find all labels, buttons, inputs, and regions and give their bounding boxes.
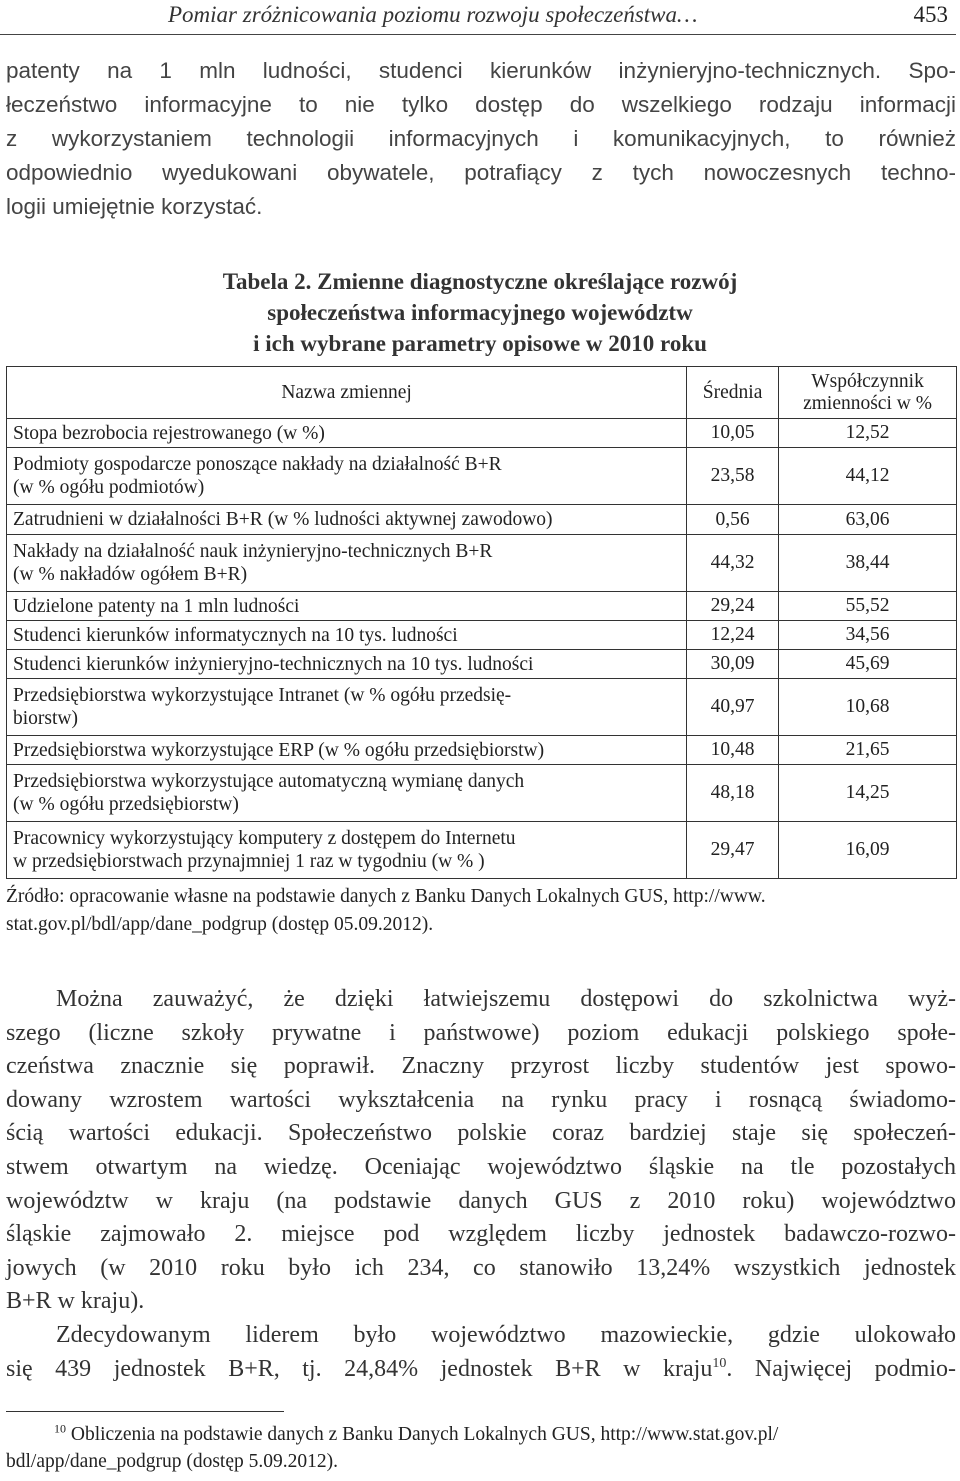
variable-name bbox=[7, 822, 687, 879]
table-row bbox=[7, 535, 957, 592]
variable-name bbox=[7, 535, 687, 592]
footnote-reference[interactable]: 10 bbox=[712, 1355, 727, 1371]
cv-value: 44,12 bbox=[779, 448, 957, 505]
page-number: 453 bbox=[913, 2, 948, 27]
paragraph-line: Można zauważyć, że dzięki łatwiejszemu dostępowi do szkolnictwa wyż- bbox=[56, 986, 956, 1012]
column-header-mean: Średnia bbox=[687, 367, 779, 419]
variable-name: Udzielone patenty na 1 mln ludności bbox=[7, 592, 687, 621]
paragraph-information-society bbox=[6, 54, 956, 224]
cv-value: 16,09 bbox=[779, 822, 957, 879]
paragraph-line: województw w kraju (na podstawie danych GUS z 2010 roku) województwo bbox=[6, 1187, 956, 1214]
cv-value: 12,52 bbox=[779, 419, 957, 448]
variable-name: Stopa bezrobocia rejestrowanego (w %) bbox=[7, 419, 687, 448]
mean-value: 23,58 bbox=[687, 448, 779, 505]
variable-name-line: Nakłady na działalność nauk inżynieryjno-technicznych B+R bbox=[13, 541, 493, 562]
variable-name-line: w przedsiębiorstwach przynajmniej 1 raz w tygodniu (w % ) bbox=[13, 851, 485, 872]
table-row bbox=[7, 419, 957, 448]
variable-name-line: Przedsiębiorstwa wykorzystujące Intranet (w % ogółu przedsię- bbox=[13, 685, 512, 706]
column-header-name: Nazwa zmiennej bbox=[7, 367, 687, 419]
cv-value: 10,68 bbox=[779, 679, 957, 736]
cv-value: 34,56 bbox=[779, 621, 957, 650]
source-line: stat.gov.pl/bdl/app/dane_podgrup (dostęp 05.09.2012). bbox=[6, 914, 434, 935]
column-header-cv bbox=[779, 367, 957, 419]
footnote-line bbox=[6, 1421, 956, 1448]
paragraph-line: B+R w kraju). bbox=[6, 1288, 145, 1315]
variable-name-line: (w % nakładów ogółem B+R) bbox=[13, 564, 248, 585]
running-header bbox=[0, 0, 956, 35]
cv-value: 21,65 bbox=[779, 736, 957, 765]
table-row bbox=[7, 765, 957, 822]
paragraph-line: jowych (w 2010 roku było ich 234, co stanowiło 13,24% wszystkich jednostek bbox=[6, 1254, 956, 1281]
source-line: Źródło: opracowanie własne na podstawie danych z Banku Danych Lokalnych GUS, http://www. bbox=[6, 886, 766, 907]
cv-value: 55,52 bbox=[779, 592, 957, 621]
mean-value: 44,32 bbox=[687, 535, 779, 592]
footnote-separator bbox=[6, 1411, 284, 1412]
paragraph-line: czeństwa znacznie się poprawił. Znaczny przyrost liczby studentów jest spowo- bbox=[6, 1053, 956, 1080]
footnote bbox=[6, 1421, 956, 1475]
variable-name-line: (w % ogółu przedsiębiorstw) bbox=[13, 794, 239, 815]
variable-name: Przedsiębiorstwa wykorzystujące ERP (w % ogółu przedsiębiorstw) bbox=[7, 736, 687, 765]
mean-value: 12,24 bbox=[687, 621, 779, 650]
mean-value: 10,05 bbox=[687, 419, 779, 448]
cv-value: 38,44 bbox=[779, 535, 957, 592]
column-header-cv-line: Współczynnik bbox=[811, 370, 924, 392]
variable-name bbox=[7, 448, 687, 505]
paragraph-line: patenty na 1 mln ludności, studenci kierunków inżynieryjno-technicznych. Spo- bbox=[6, 58, 956, 83]
table-row bbox=[7, 822, 957, 879]
paragraph-line-with-footnote bbox=[6, 1353, 956, 1387]
paragraph-line: łeczeństwo informacyjne to nie tylko dostęp do wszelkiego rodzaju informacji bbox=[6, 92, 956, 117]
mean-value: 29,24 bbox=[687, 592, 779, 621]
table-caption-line: Tabela 2. Zmienne diagnostyczne określające rozwój bbox=[222, 269, 738, 294]
paragraph-line: z wykorzystaniem technologii informacyjnych i komunikacyjnych, to również bbox=[6, 126, 956, 151]
footnote-line: bdl/app/dane_podgrup (dostęp 5.09.2012). bbox=[6, 1451, 338, 1472]
variable-name-line: (w % ogółu podmiotów) bbox=[13, 477, 205, 498]
paragraph-line: ścią wartości edukacji. Społeczeństwo polskie coraz bardziej staje się społeczeń- bbox=[6, 1120, 956, 1147]
mean-value: 40,97 bbox=[687, 679, 779, 736]
table-caption-line: społeczeństwa informacyjnego województw bbox=[267, 300, 693, 325]
paragraph-education bbox=[6, 983, 956, 1386]
table-row bbox=[7, 621, 957, 650]
paragraph-line: logii umiejętnie korzystać. bbox=[6, 194, 263, 219]
mean-value: 0,56 bbox=[687, 505, 779, 535]
mean-value: 30,09 bbox=[687, 650, 779, 679]
footnote-number: 10 bbox=[54, 1421, 66, 1436]
paragraph-text: się 439 jednostek B+R, tj. 24,84% jednostek B+R w kraju bbox=[6, 1355, 713, 1382]
cv-value: 45,69 bbox=[779, 650, 957, 679]
mean-value: 48,18 bbox=[687, 765, 779, 822]
cv-value: 14,25 bbox=[779, 765, 957, 822]
variable-name-line: Przedsiębiorstwa wykorzystujące automatyczną wymianę danych bbox=[13, 771, 525, 792]
paragraph-line: odpowiednio wyedukowani obywatele, potrafiący z tych nowoczesnych techno- bbox=[6, 160, 956, 185]
paragraph-line: dowany wzrostem wartości wykształcenia na rynku pracy i rosnącą świadomo- bbox=[6, 1086, 956, 1113]
variable-name-line: Podmioty gospodarcze ponoszące nakłady na działalność B+R bbox=[13, 454, 502, 475]
running-title: Pomiar zróżnicowania poziomu rozwoju społeczeństwa… bbox=[168, 2, 698, 27]
mean-value: 29,47 bbox=[687, 822, 779, 879]
table-row bbox=[7, 736, 957, 765]
table-caption bbox=[0, 266, 960, 359]
variable-name-line: Pracownicy wykorzystujący komputery z dostępem do Internetu bbox=[13, 828, 516, 849]
diagnostic-variables-table bbox=[6, 366, 957, 879]
table-header-row bbox=[7, 367, 957, 419]
mean-value: 10,48 bbox=[687, 736, 779, 765]
table-row bbox=[7, 650, 957, 679]
paragraph-line: Zdecydowanym liderem było województwo mazowieckie, gdzie ulokowało bbox=[56, 1321, 956, 1348]
variable-name bbox=[7, 679, 687, 736]
paragraph-line: śląskie zajmowało 2. miejsce pod względem liczby jednostek badawczo-rozwo- bbox=[6, 1221, 956, 1248]
paragraph-line: szego (liczne szkoły prywatne i państwowe) poziom edukacji polskiego społe- bbox=[6, 1019, 956, 1046]
paragraph-line: stwem otwartym na wiedzę. Oceniając województwo śląskie na tle pozostałych bbox=[6, 1153, 956, 1180]
paragraph-text: . Najwięcej podmio- bbox=[726, 1355, 956, 1382]
variable-name: Studenci kierunków inżynieryjno-technicznych na 10 tys. ludności bbox=[7, 650, 687, 679]
variable-name: Zatrudnieni w działalności B+R (w % ludności aktywnej zawodowo) bbox=[7, 505, 687, 535]
table-caption-line: i ich wybrane parametry opisowe w 2010 roku bbox=[253, 331, 707, 356]
table-source-note bbox=[6, 883, 956, 939]
table-row bbox=[7, 505, 957, 535]
variable-name bbox=[7, 765, 687, 822]
table-row bbox=[7, 448, 957, 505]
variable-name: Studenci kierunków informatycznych na 10 tys. ludności bbox=[7, 621, 687, 650]
table-row bbox=[7, 679, 957, 736]
footnote-text: Obliczenia na podstawie danych z Banku Danych Lokalnych GUS, http://www.stat.gov.pl/ bbox=[70, 1424, 779, 1445]
column-header-cv-line: zmienności w % bbox=[803, 392, 932, 414]
cv-value: 63,06 bbox=[779, 505, 957, 535]
variable-name-line: biorstw) bbox=[13, 708, 78, 729]
table-row bbox=[7, 592, 957, 621]
